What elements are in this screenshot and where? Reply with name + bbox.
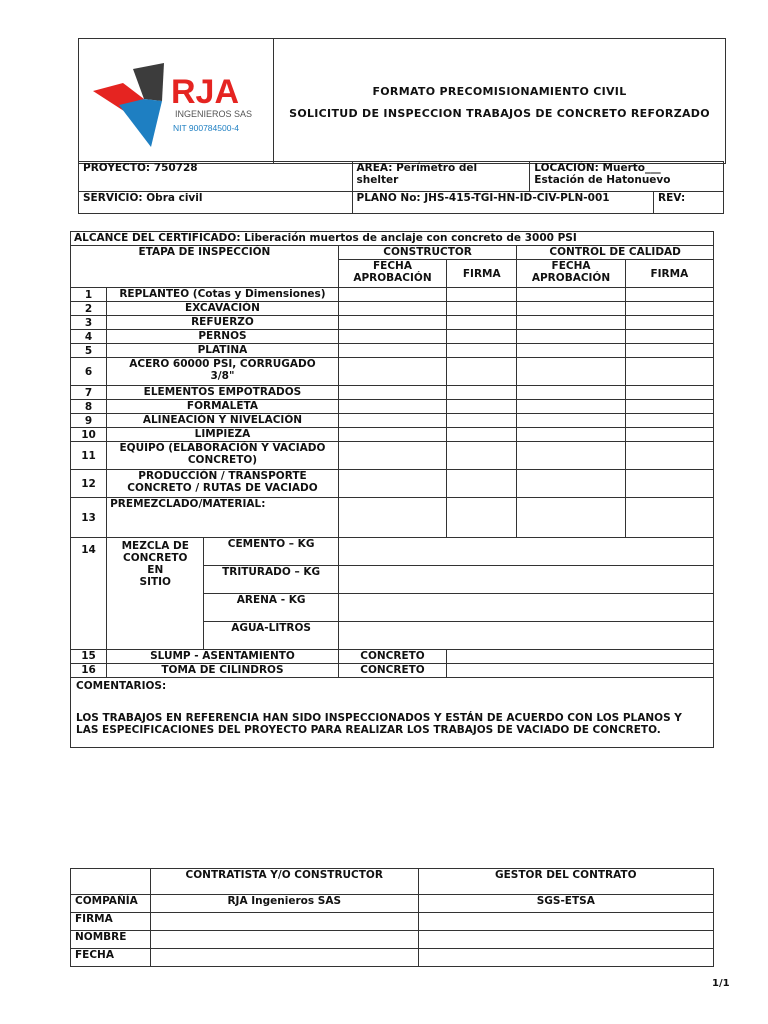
stage-entry[interactable] [625, 386, 713, 400]
stage-label: EQUIPO (ELABORACIÓN Y VACIADO CONCRETO) [107, 442, 339, 470]
contractor-date[interactable] [150, 949, 418, 967]
stage-entry[interactable] [338, 428, 446, 442]
row-number: 11 [71, 442, 107, 470]
stage-entry[interactable] [338, 414, 446, 428]
signature-row-label: FIRMA [71, 913, 151, 931]
stage-row [71, 442, 714, 470]
row-number: 2 [71, 302, 107, 316]
mix-item: CEMENTO – KG [204, 538, 338, 566]
stage-label: ACERO 60000 PSI, CORRUGADO 3/8" [107, 358, 339, 386]
stage-row [71, 358, 714, 386]
stage-entry[interactable] [625, 358, 713, 386]
mix-item: ARENA - KG [204, 594, 338, 622]
stage-entry[interactable] [625, 498, 713, 538]
stage-row [71, 414, 714, 428]
stage-entry[interactable] [625, 428, 713, 442]
stage-value: CONCRETO [338, 650, 446, 664]
comments-box[interactable] [71, 678, 714, 748]
mix-value[interactable] [338, 594, 713, 622]
stage-entry[interactable] [517, 358, 625, 386]
stage-entry[interactable] [447, 344, 517, 358]
row-number: 1 [71, 288, 107, 302]
stage-entry[interactable] [447, 302, 517, 316]
stage-label: PLATINA [107, 344, 339, 358]
row-number: 13 [71, 498, 107, 538]
logo-line2-text: NIT 900784500-4 [173, 123, 240, 133]
service-cell: SERVICIO: Obra civil [79, 192, 353, 214]
stage-entry[interactable] [517, 442, 625, 470]
row-number: 8 [71, 400, 107, 414]
area-line2: shelter [356, 174, 399, 186]
stage-entry[interactable] [447, 316, 517, 330]
stage-entry[interactable] [517, 344, 625, 358]
stage-entry[interactable] [338, 498, 446, 538]
stage-entry[interactable] [517, 302, 625, 316]
stage-entry[interactable] [517, 316, 625, 330]
area-cell [352, 162, 530, 192]
stage-entry[interactable] [517, 386, 625, 400]
project-info-table [78, 161, 724, 214]
plan-number-cell: PLANO No: JHS-415-TGI-HN-ID-CIV-PLN-001 [352, 192, 654, 214]
row-number: 14 [71, 538, 107, 650]
contractor-company: RJA Ingenieros SAS [150, 895, 418, 913]
comments-label: COMENTARIOS: [76, 680, 167, 692]
form-header [78, 38, 726, 164]
comments-text-line1: LOS TRABAJOS EN REFERENCIA HAN SIDO INSPECCIONADOS Y ESTÁN DE ACUERDO CON LOS PLANOS Y [76, 712, 682, 724]
quality-date-header: FECHA APROBACIÓN [517, 260, 625, 288]
certificate-scope: ALCANCE DEL CERTIFICADO: Liberación muertos de anclaje con concreto de 3000 PSI [71, 232, 714, 246]
stage-label: LIMPIEZA [107, 428, 339, 442]
stage-row [71, 386, 714, 400]
stage-label: PRODUCCIÓN / TRANSPORTE CONCRETO / RUTAS DE VACIADO [107, 470, 339, 498]
stage-row [71, 288, 714, 302]
mix-value[interactable] [338, 538, 713, 566]
stage-entry[interactable] [338, 316, 446, 330]
stage-entry[interactable] [625, 344, 713, 358]
inspection-table [70, 231, 714, 748]
stage-label: ALINEACIÓN Y NIVELACIÓN [107, 414, 339, 428]
stage-label: EXCAVACIÓN [107, 302, 339, 316]
stage-entry[interactable] [447, 442, 517, 470]
stage-entry[interactable] [517, 428, 625, 442]
stage-entry[interactable] [447, 428, 517, 442]
row-number: 7 [71, 386, 107, 400]
stage-row [71, 302, 714, 316]
area-line1: AREA: Perímetro del [356, 162, 478, 174]
name-row-label: NOMBRE [71, 931, 151, 949]
stage-row [71, 498, 714, 538]
stage-entry[interactable] [447, 386, 517, 400]
stage-entry[interactable] [447, 400, 517, 414]
stage-row [71, 330, 714, 344]
company-row-label: COMPAÑÍA [71, 895, 151, 913]
mix-item: TRITURADO – KG [204, 566, 338, 594]
stage-entry[interactable] [625, 442, 713, 470]
logo-line1-text: INGENIEROS SAS [175, 109, 253, 119]
row-number: 15 [71, 650, 107, 664]
comments-text-line2: LAS ESPECIFICACIONES DEL PROYECTO PARA REALIZAR LOS TRABAJOS DE VACIADO DE CONCRETO. [76, 724, 661, 736]
company-logo [79, 39, 274, 163]
row-number: 6 [71, 358, 107, 386]
row-number: 9 [71, 414, 107, 428]
contractor-name[interactable] [150, 931, 418, 949]
stage-entry[interactable] [447, 288, 517, 302]
stage-entry[interactable] [517, 470, 625, 498]
contractor-signature[interactable] [150, 913, 418, 931]
stage-entry[interactable] [517, 330, 625, 344]
stage-entry[interactable] [338, 470, 446, 498]
stage-row [71, 344, 714, 358]
location-line1: LOCACIÓN: Muerto___ [534, 162, 661, 174]
quality-control-header: CONTROL DE CALIDAD [517, 246, 714, 260]
stage-row [71, 428, 714, 442]
row-number: 3 [71, 316, 107, 330]
stage-entry[interactable] [338, 442, 446, 470]
stage-label: PERNOS [107, 330, 339, 344]
logo-blue-shape [119, 99, 162, 147]
stage-entry[interactable] [338, 302, 446, 316]
rev-cell: REV: [654, 192, 724, 214]
stage-entry[interactable] [625, 288, 713, 302]
logo-brand-text: RJA [171, 73, 240, 111]
stage-entry[interactable] [517, 288, 625, 302]
manager-date[interactable] [418, 949, 713, 967]
manager-company: SGS-ETSA [418, 895, 713, 913]
constructor-header: CONSTRUCTOR [338, 246, 517, 260]
stage-entry[interactable] [338, 400, 446, 414]
row-number: 12 [71, 470, 107, 498]
stage-label: PREMEZCLADO/MATERIAL: [107, 498, 339, 538]
title-area [274, 39, 725, 163]
stage-entry[interactable] [447, 470, 517, 498]
stage-entry[interactable] [447, 358, 517, 386]
rja-logo-mark [89, 61, 265, 151]
stage-entry[interactable] [625, 316, 713, 330]
stage-label: REPLANTEO (Cotas y Dimensiones) [107, 288, 339, 302]
stage-entry[interactable] [517, 414, 625, 428]
stage-entry[interactable] [625, 470, 713, 498]
date-row-label: FECHA [71, 949, 151, 967]
stage-label: REFUERZO [107, 316, 339, 330]
page-number: 1/1 [712, 978, 730, 989]
contractor-header: CONTRATISTA Y/O CONSTRUCTOR [150, 869, 418, 895]
manager-name[interactable] [418, 931, 713, 949]
stage-entry[interactable] [517, 498, 625, 538]
form-subtitle: SOLICITUD DE INSPECCION TRABAJOS DE CONCRETO REFORZADO [289, 107, 710, 120]
form-title: FORMATO PRECOMISIONAMIENTO CIVIL [372, 85, 627, 98]
stage-entry[interactable] [447, 498, 517, 538]
stage-entry[interactable] [338, 344, 446, 358]
row-number: 16 [71, 664, 107, 678]
row-number: 4 [71, 330, 107, 344]
constructor-date-header: FECHA APROBACIÓN [338, 260, 446, 288]
stage-entry[interactable] [338, 358, 446, 386]
stage-header: ETAPA DE INSPECCIÓN [71, 246, 339, 288]
stage-entry[interactable] [625, 400, 713, 414]
stage-row [71, 316, 714, 330]
quality-signature-header: FIRMA [625, 260, 713, 288]
stage-label: FORMALETA [107, 400, 339, 414]
stage-entry[interactable] [517, 400, 625, 414]
signature-corner [71, 869, 151, 895]
stage-label: ELEMENTOS EMPOTRADOS [107, 386, 339, 400]
location-line2: Estación de Hatonuevo [534, 174, 671, 186]
stage-entry[interactable] [625, 330, 713, 344]
mix-value[interactable] [338, 566, 713, 594]
constructor-signature-header: FIRMA [447, 260, 517, 288]
stage-value: CONCRETO [338, 664, 446, 678]
stage-entry[interactable] [625, 414, 713, 428]
project-cell: PROYECTO: 750728 [79, 162, 353, 192]
mix-label: MEZCLA DE CONCRETO EN SITIO [107, 538, 204, 650]
stage-entry[interactable] [338, 288, 446, 302]
stage-entry[interactable] [447, 414, 517, 428]
location-cell [530, 162, 724, 192]
stage-entry[interactable] [447, 330, 517, 344]
stage-entry[interactable] [447, 664, 714, 678]
contract-manager-header: GESTOR DEL CONTRATO [418, 869, 713, 895]
row-number: 10 [71, 428, 107, 442]
stage-entry[interactable] [625, 302, 713, 316]
manager-signature[interactable] [418, 913, 713, 931]
row-number: 5 [71, 344, 107, 358]
stage-label: TOMA DE CILINDROS [107, 664, 339, 678]
stage-entry[interactable] [447, 650, 714, 664]
stage-entry[interactable] [338, 330, 446, 344]
stage-entry[interactable] [338, 386, 446, 400]
mix-value[interactable] [338, 622, 713, 650]
signature-table [70, 868, 714, 967]
stage-row [71, 470, 714, 498]
stage-row [71, 400, 714, 414]
stage-label: SLUMP - ASENTAMIENTO [107, 650, 339, 664]
mix-item: AGUA-LITROS [204, 622, 338, 650]
